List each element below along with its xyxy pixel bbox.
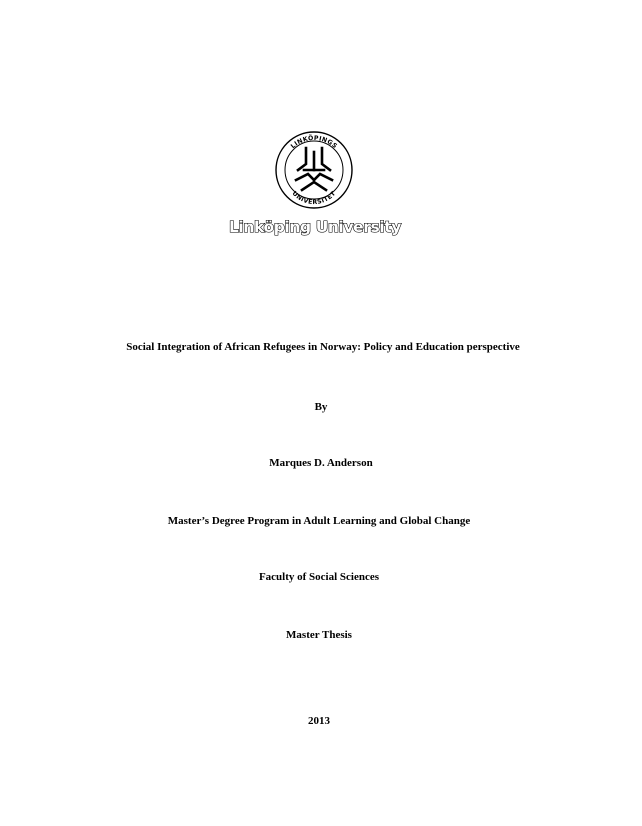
- svg-text:Linköping University: Linköping University: [229, 218, 401, 236]
- thesis-type: Master Thesis: [286, 629, 352, 641]
- svg-text:UNIVERSITET: UNIVERSITET: [290, 190, 338, 207]
- by-label: By: [314, 401, 328, 413]
- degree-program: Master’s Degree Program in Adult Learning and Global Change: [167, 515, 471, 527]
- thesis-title: Social Integration of African Refugees in Norway: Policy and Education perspective: [126, 341, 520, 353]
- faculty-name: Faculty of Social Sciences: [258, 571, 380, 583]
- author-name: Marques D. Anderson: [269, 457, 373, 469]
- university-seal-logo: [274, 130, 354, 210]
- university-wordmark: [229, 214, 401, 238]
- publication-year: 2013: [308, 715, 330, 727]
- svg-text:LINKÖPINGS: LINKÖPINGS: [289, 134, 339, 151]
